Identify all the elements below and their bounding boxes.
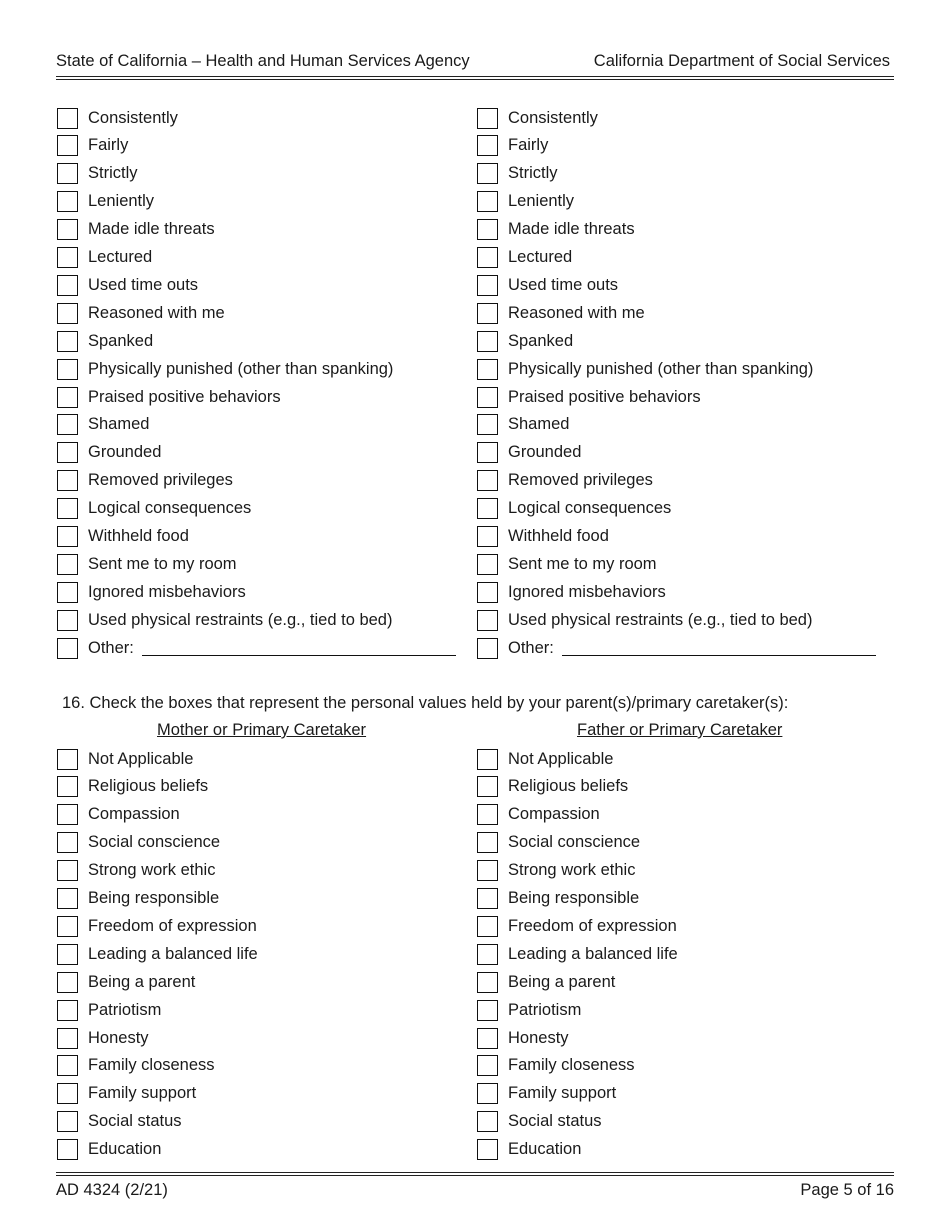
mother-values-option-family-closeness bbox=[57, 1054, 215, 1078]
father-discipline-checkbox-spanked[interactable] bbox=[477, 331, 498, 352]
mother-discipline-option-withheld-food bbox=[57, 525, 189, 549]
mother-discipline-checkbox-sent-me-to-my-room[interactable] bbox=[57, 554, 78, 575]
father-discipline-option-label: Grounded bbox=[508, 443, 582, 462]
mother-discipline-option-lectured bbox=[57, 246, 152, 270]
column-header-mother: Mother or Primary Caretaker bbox=[157, 721, 367, 739]
father-values-option-leading-a-balanced-life bbox=[477, 942, 678, 966]
father-values-option-freedom-of-expression bbox=[477, 914, 677, 938]
father-values-option-label: Strong work ethic bbox=[508, 861, 636, 880]
father-discipline-checkbox-grounded[interactable] bbox=[477, 442, 498, 463]
mother-discipline-checkbox-removed-privileges[interactable] bbox=[57, 470, 78, 491]
father-discipline-option-label: Ignored misbehaviors bbox=[508, 582, 666, 601]
mother-discipline-option-made-idle-threats bbox=[57, 218, 215, 242]
father-values-checkbox-religious-beliefs[interactable] bbox=[477, 776, 498, 797]
mother-discipline-checkbox-lectured[interactable] bbox=[57, 247, 78, 268]
mother-values-option-label: Patriotism bbox=[88, 1000, 162, 1019]
father-discipline-checkbox-used-time-outs[interactable] bbox=[477, 275, 498, 296]
header-agency: State of California – Health and Human Services Agency bbox=[56, 52, 470, 70]
father-discipline-checkbox-praised-positive-behaviors[interactable] bbox=[477, 387, 498, 408]
mother-values-option-religious-beliefs bbox=[57, 775, 208, 799]
father-discipline-checkbox-strictly[interactable] bbox=[477, 163, 498, 184]
father-discipline-option-label: Used physical restraints (e.g., tied to bed) bbox=[508, 610, 813, 629]
mother-discipline-option-removed-privileges bbox=[57, 469, 233, 493]
mother-values-checkbox-education[interactable] bbox=[57, 1139, 78, 1160]
father-discipline-checkbox-other[interactable] bbox=[477, 638, 498, 659]
father-discipline-option-strictly bbox=[477, 162, 558, 186]
header-rule-bottom bbox=[56, 79, 894, 80]
father-discipline-option-label: Withheld food bbox=[508, 527, 609, 545]
header-department: California Department of Social Services bbox=[593, 52, 890, 70]
mother-values-option-label: Family support bbox=[88, 1084, 197, 1103]
father-discipline-option-other bbox=[477, 636, 876, 660]
mother-discipline-option-label: Consistently bbox=[88, 108, 178, 127]
father-values-option-label: Being a parent bbox=[508, 972, 616, 991]
father-discipline-checkbox-logical-consequences[interactable] bbox=[477, 498, 498, 519]
mother-values-option-label: Freedom of expression bbox=[88, 916, 257, 935]
father-discipline-option-label: Spanked bbox=[508, 331, 574, 350]
mother-values-checkbox-strong-work-ethic[interactable] bbox=[57, 860, 78, 881]
father-values-option-label: Freedom of expression bbox=[508, 916, 677, 935]
father-values-checkbox-patriotism[interactable] bbox=[477, 1000, 498, 1021]
father-values-option-label: Being responsible bbox=[508, 889, 640, 907]
father-discipline-checkbox-lectured[interactable] bbox=[477, 247, 498, 268]
mother-values-option-label: Strong work ethic bbox=[88, 861, 216, 880]
mother-values-option-being-a-parent bbox=[57, 970, 195, 994]
father-values-checkbox-family-closeness[interactable] bbox=[477, 1055, 498, 1076]
mother-values-option-not-applicable bbox=[57, 747, 194, 771]
father-discipline-option-leniently bbox=[477, 190, 574, 214]
mother-discipline-option-praised-positive-behaviors bbox=[57, 385, 281, 409]
mother-discipline-checkbox-used-physical-restraints-e-g-tied-to-bed[interactable] bbox=[57, 610, 78, 631]
mother-discipline-checkbox-reasoned-with-me[interactable] bbox=[57, 303, 78, 324]
father-discipline-checkbox-shamed[interactable] bbox=[477, 414, 498, 435]
mother-values-option-label: Being a parent bbox=[88, 972, 196, 991]
mother-discipline-checkbox-shamed[interactable] bbox=[57, 414, 78, 435]
father-discipline-option-used-time-outs bbox=[477, 273, 618, 297]
father-discipline-option-label: Used time outs bbox=[508, 275, 619, 294]
father-discipline-option-label: Physically punished (other than spanking) bbox=[508, 359, 814, 378]
father-values-checkbox-not-applicable[interactable] bbox=[477, 749, 498, 770]
mother-discipline-checkbox-withheld-food[interactable] bbox=[57, 526, 78, 547]
father-values-option-label: Compassion bbox=[508, 805, 600, 824]
father-discipline-option-praised-positive-behaviors bbox=[477, 385, 701, 409]
footer-rule-top bbox=[56, 1172, 894, 1173]
mother-discipline-option-used-time-outs bbox=[57, 273, 198, 297]
mother-values-option-label: Social status bbox=[88, 1112, 182, 1131]
mother-values-option-label: Education bbox=[88, 1140, 162, 1159]
mother-discipline-checkbox-fairly[interactable] bbox=[57, 135, 78, 156]
father-discipline-option-removed-privileges bbox=[477, 469, 653, 493]
father-discipline-option-grounded bbox=[477, 441, 581, 465]
father-values-option-patriotism bbox=[477, 998, 581, 1022]
mother-discipline-option-logical-consequences bbox=[57, 497, 251, 521]
mother-discipline-option-label: Ignored misbehaviors bbox=[88, 582, 246, 601]
father-values-option-being-a-parent bbox=[477, 970, 615, 994]
father-discipline-option-physically-punished-other-than-spanking bbox=[477, 357, 813, 381]
father-values-option-religious-beliefs bbox=[477, 775, 628, 799]
father-values-option-label: Honesty bbox=[508, 1028, 569, 1047]
mother-discipline-option-label: Removed privileges bbox=[88, 471, 233, 490]
father-discipline-option-logical-consequences bbox=[477, 497, 671, 521]
father-discipline-option-label: Lectured bbox=[508, 248, 573, 266]
mother-discipline-option-label: Strictly bbox=[88, 164, 138, 183]
father-values-option-social-conscience bbox=[477, 831, 640, 855]
mother-values-option-strong-work-ethic bbox=[57, 859, 215, 883]
mother-values-option-honesty bbox=[57, 1026, 149, 1050]
father-discipline-option-sent-me-to-my-room bbox=[477, 552, 657, 576]
father-discipline-option-label: Logical consequences bbox=[508, 499, 672, 518]
father-values-option-label: Family support bbox=[508, 1084, 617, 1103]
mother-values-checkbox-religious-beliefs[interactable] bbox=[57, 776, 78, 797]
mother-discipline-checkbox-logical-consequences[interactable] bbox=[57, 498, 78, 519]
mother-discipline-option-strictly bbox=[57, 162, 138, 186]
father-discipline-option-label: Reasoned with me bbox=[508, 303, 645, 322]
mother-discipline-other-text-field[interactable] bbox=[142, 641, 456, 656]
mother-discipline-checkbox-grounded[interactable] bbox=[57, 442, 78, 463]
mother-values-option-label: Honesty bbox=[88, 1028, 149, 1047]
father-discipline-option-made-idle-threats bbox=[477, 218, 635, 242]
father-discipline-option-used-physical-restraints-e-g-tied-to-bed bbox=[477, 608, 812, 632]
mother-discipline-option-shamed bbox=[57, 413, 149, 437]
mother-values-checkbox-being-a-parent[interactable] bbox=[57, 972, 78, 993]
mother-values-option-social-conscience bbox=[57, 831, 220, 855]
father-discipline-option-label: Fairly bbox=[508, 136, 549, 155]
mother-values-option-label: Being responsible bbox=[88, 889, 220, 907]
father-discipline-option-consistently bbox=[477, 106, 598, 130]
father-discipline-option-label: Other: bbox=[508, 638, 554, 657]
mother-values-checkbox-social-status[interactable] bbox=[57, 1111, 78, 1132]
father-values-option-family-support bbox=[477, 1082, 616, 1106]
mother-values-option-family-support bbox=[57, 1082, 196, 1106]
father-values-checkbox-leading-a-balanced-life[interactable] bbox=[477, 944, 498, 965]
form-number: AD 4324 (2/21) bbox=[56, 1181, 168, 1199]
father-discipline-option-label: Removed privileges bbox=[508, 471, 653, 490]
father-discipline-option-fairly bbox=[477, 134, 548, 158]
father-discipline-checkbox-ignored-misbehaviors[interactable] bbox=[477, 582, 498, 603]
mother-discipline-option-fairly bbox=[57, 134, 128, 158]
father-values-option-social-status bbox=[477, 1110, 602, 1134]
mother-values-option-label: Religious beliefs bbox=[88, 777, 209, 796]
father-values-option-compassion bbox=[477, 803, 600, 827]
mother-discipline-option-reasoned-with-me bbox=[57, 301, 225, 325]
father-discipline-option-label: Made idle threats bbox=[508, 220, 635, 239]
father-values-option-label: Family closeness bbox=[508, 1056, 635, 1075]
mother-discipline-option-ignored-misbehaviors bbox=[57, 580, 246, 604]
mother-values-checkbox-patriotism[interactable] bbox=[57, 1000, 78, 1021]
mother-discipline-option-label: Used physical restraints (e.g., tied to bed) bbox=[88, 610, 393, 629]
mother-discipline-checkbox-made-idle-threats[interactable] bbox=[57, 219, 78, 240]
mother-discipline-option-label: Withheld food bbox=[88, 527, 189, 545]
mother-discipline-checkbox-strictly[interactable] bbox=[57, 163, 78, 184]
father-values-checkbox-social-status[interactable] bbox=[477, 1111, 498, 1132]
mother-values-option-social-status bbox=[57, 1110, 182, 1134]
father-values-checkbox-honesty[interactable] bbox=[477, 1028, 498, 1049]
mother-discipline-option-label: Reasoned with me bbox=[88, 303, 225, 322]
mother-discipline-option-sent-me-to-my-room bbox=[57, 552, 237, 576]
father-values-checkbox-compassion[interactable] bbox=[477, 804, 498, 825]
father-discipline-option-label: Leniently bbox=[508, 192, 575, 211]
father-values-option-strong-work-ethic bbox=[477, 859, 635, 883]
mother-values-checkbox-freedom-of-expression[interactable] bbox=[57, 916, 78, 937]
mother-discipline-option-label: Sent me to my room bbox=[88, 554, 237, 573]
mother-discipline-checkbox-ignored-misbehaviors[interactable] bbox=[57, 582, 78, 603]
father-discipline-checkbox-consistently[interactable] bbox=[477, 108, 498, 129]
father-values-option-not-applicable bbox=[477, 747, 614, 771]
page-number: Page 5 of 16 bbox=[800, 1181, 894, 1199]
father-values-option-label: Not Applicable bbox=[508, 749, 614, 768]
mother-values-option-being-responsible bbox=[57, 887, 219, 911]
mother-values-checkbox-social-conscience[interactable] bbox=[57, 832, 78, 853]
father-values-option-label: Social conscience bbox=[508, 833, 641, 852]
mother-discipline-option-label: Leniently bbox=[88, 192, 155, 211]
father-values-checkbox-freedom-of-expression[interactable] bbox=[477, 916, 498, 937]
mother-discipline-option-label: Physically punished (other than spanking) bbox=[88, 359, 394, 378]
mother-values-checkbox-being-responsible[interactable] bbox=[57, 888, 78, 909]
mother-values-checkbox-not-applicable[interactable] bbox=[57, 749, 78, 770]
mother-discipline-option-label: Grounded bbox=[88, 443, 162, 462]
mother-discipline-checkbox-used-time-outs[interactable] bbox=[57, 275, 78, 296]
father-values-option-label: Social status bbox=[508, 1112, 602, 1131]
mother-discipline-option-label: Praised positive behaviors bbox=[88, 387, 281, 406]
mother-discipline-checkbox-leniently[interactable] bbox=[57, 191, 78, 212]
father-discipline-option-ignored-misbehaviors bbox=[477, 580, 666, 604]
father-discipline-checkbox-reasoned-with-me[interactable] bbox=[477, 303, 498, 324]
father-discipline-checkbox-physically-punished-other-than-spanking[interactable] bbox=[477, 359, 498, 380]
father-discipline-option-label: Strictly bbox=[508, 164, 558, 183]
father-discipline-option-label: Consistently bbox=[508, 108, 598, 127]
mother-discipline-checkbox-physically-punished-other-than-spanking[interactable] bbox=[57, 359, 78, 380]
column-header-father: Father or Primary Caretaker bbox=[577, 721, 783, 739]
father-discipline-checkbox-removed-privileges[interactable] bbox=[477, 470, 498, 491]
mother-values-checkbox-honesty[interactable] bbox=[57, 1028, 78, 1049]
mother-discipline-option-label: Logical consequences bbox=[88, 499, 252, 518]
footer-rule-bottom bbox=[56, 1175, 894, 1176]
father-discipline-checkbox-sent-me-to-my-room[interactable] bbox=[477, 554, 498, 575]
father-values-option-family-closeness bbox=[477, 1054, 635, 1078]
mother-discipline-option-leniently bbox=[57, 190, 154, 214]
mother-values-checkbox-family-support[interactable] bbox=[57, 1083, 78, 1104]
father-discipline-option-lectured bbox=[477, 246, 572, 270]
mother-discipline-option-label: Used time outs bbox=[88, 275, 199, 294]
mother-values-option-label: Leading a balanced life bbox=[88, 944, 258, 963]
father-discipline-option-reasoned-with-me bbox=[477, 301, 645, 325]
father-values-option-honesty bbox=[477, 1026, 569, 1050]
father-values-checkbox-being-a-parent[interactable] bbox=[477, 972, 498, 993]
mother-discipline-option-grounded bbox=[57, 441, 161, 465]
mother-values-option-label: Family closeness bbox=[88, 1056, 215, 1075]
father-discipline-checkbox-fairly[interactable] bbox=[477, 135, 498, 156]
father-discipline-option-label: Praised positive behaviors bbox=[508, 387, 701, 406]
father-discipline-option-label: Shamed bbox=[508, 415, 570, 434]
mother-values-checkbox-family-closeness[interactable] bbox=[57, 1055, 78, 1076]
father-discipline-other-text-field[interactable] bbox=[562, 641, 876, 656]
father-values-checkbox-family-support[interactable] bbox=[477, 1083, 498, 1104]
father-discipline-option-withheld-food bbox=[477, 525, 609, 549]
mother-discipline-option-physically-punished-other-than-spanking bbox=[57, 357, 393, 381]
father-discipline-option-label: Sent me to my room bbox=[508, 554, 657, 573]
father-values-option-being-responsible bbox=[477, 887, 639, 911]
mother-values-checkbox-compassion[interactable] bbox=[57, 804, 78, 825]
father-values-option-label: Leading a balanced life bbox=[508, 944, 678, 963]
father-values-option-label: Patriotism bbox=[508, 1000, 582, 1019]
mother-values-checkbox-leading-a-balanced-life[interactable] bbox=[57, 944, 78, 965]
mother-discipline-checkbox-other[interactable] bbox=[57, 638, 78, 659]
father-values-checkbox-strong-work-ethic[interactable] bbox=[477, 860, 498, 881]
mother-discipline-option-label: Shamed bbox=[88, 415, 150, 434]
mother-values-option-label: Compassion bbox=[88, 805, 180, 824]
father-values-checkbox-being-responsible[interactable] bbox=[477, 888, 498, 909]
mother-values-option-patriotism bbox=[57, 998, 161, 1022]
father-values-checkbox-social-conscience[interactable] bbox=[477, 832, 498, 853]
mother-values-option-education bbox=[57, 1138, 161, 1162]
father-values-checkbox-education[interactable] bbox=[477, 1139, 498, 1160]
mother-discipline-checkbox-praised-positive-behaviors[interactable] bbox=[57, 387, 78, 408]
mother-discipline-option-label: Fairly bbox=[88, 136, 129, 155]
mother-discipline-option-label: Made idle threats bbox=[88, 220, 215, 239]
mother-discipline-option-consistently bbox=[57, 106, 178, 130]
mother-values-option-freedom-of-expression bbox=[57, 914, 257, 938]
father-discipline-checkbox-leniently[interactable] bbox=[477, 191, 498, 212]
mother-discipline-option-spanked bbox=[57, 329, 153, 353]
father-discipline-checkbox-withheld-food[interactable] bbox=[477, 526, 498, 547]
mother-discipline-checkbox-spanked[interactable] bbox=[57, 331, 78, 352]
father-discipline-option-shamed bbox=[477, 413, 569, 437]
father-discipline-option-spanked bbox=[477, 329, 573, 353]
father-discipline-checkbox-made-idle-threats[interactable] bbox=[477, 219, 498, 240]
mother-values-option-label: Not Applicable bbox=[88, 749, 194, 768]
mother-discipline-option-other bbox=[57, 636, 456, 660]
mother-values-option-label: Social conscience bbox=[88, 833, 221, 852]
father-values-option-label: Religious beliefs bbox=[508, 777, 629, 796]
mother-discipline-option-label: Spanked bbox=[88, 331, 154, 350]
mother-discipline-option-used-physical-restraints-e-g-tied-to-bed bbox=[57, 608, 392, 632]
father-values-option-label: Education bbox=[508, 1140, 582, 1159]
mother-discipline-option-label: Other: bbox=[88, 638, 134, 657]
father-discipline-checkbox-used-physical-restraints-e-g-tied-to-bed[interactable] bbox=[477, 610, 498, 631]
mother-values-option-compassion bbox=[57, 803, 180, 827]
mother-discipline-option-label: Lectured bbox=[88, 248, 153, 266]
father-values-option-education bbox=[477, 1138, 581, 1162]
header-rule-top bbox=[56, 76, 894, 77]
question-16: 16. Check the boxes that represent the personal values held by your parent(s)/primary caretaker(s): bbox=[62, 694, 789, 712]
mother-discipline-checkbox-consistently[interactable] bbox=[57, 108, 78, 129]
mother-values-option-leading-a-balanced-life bbox=[57, 942, 258, 966]
